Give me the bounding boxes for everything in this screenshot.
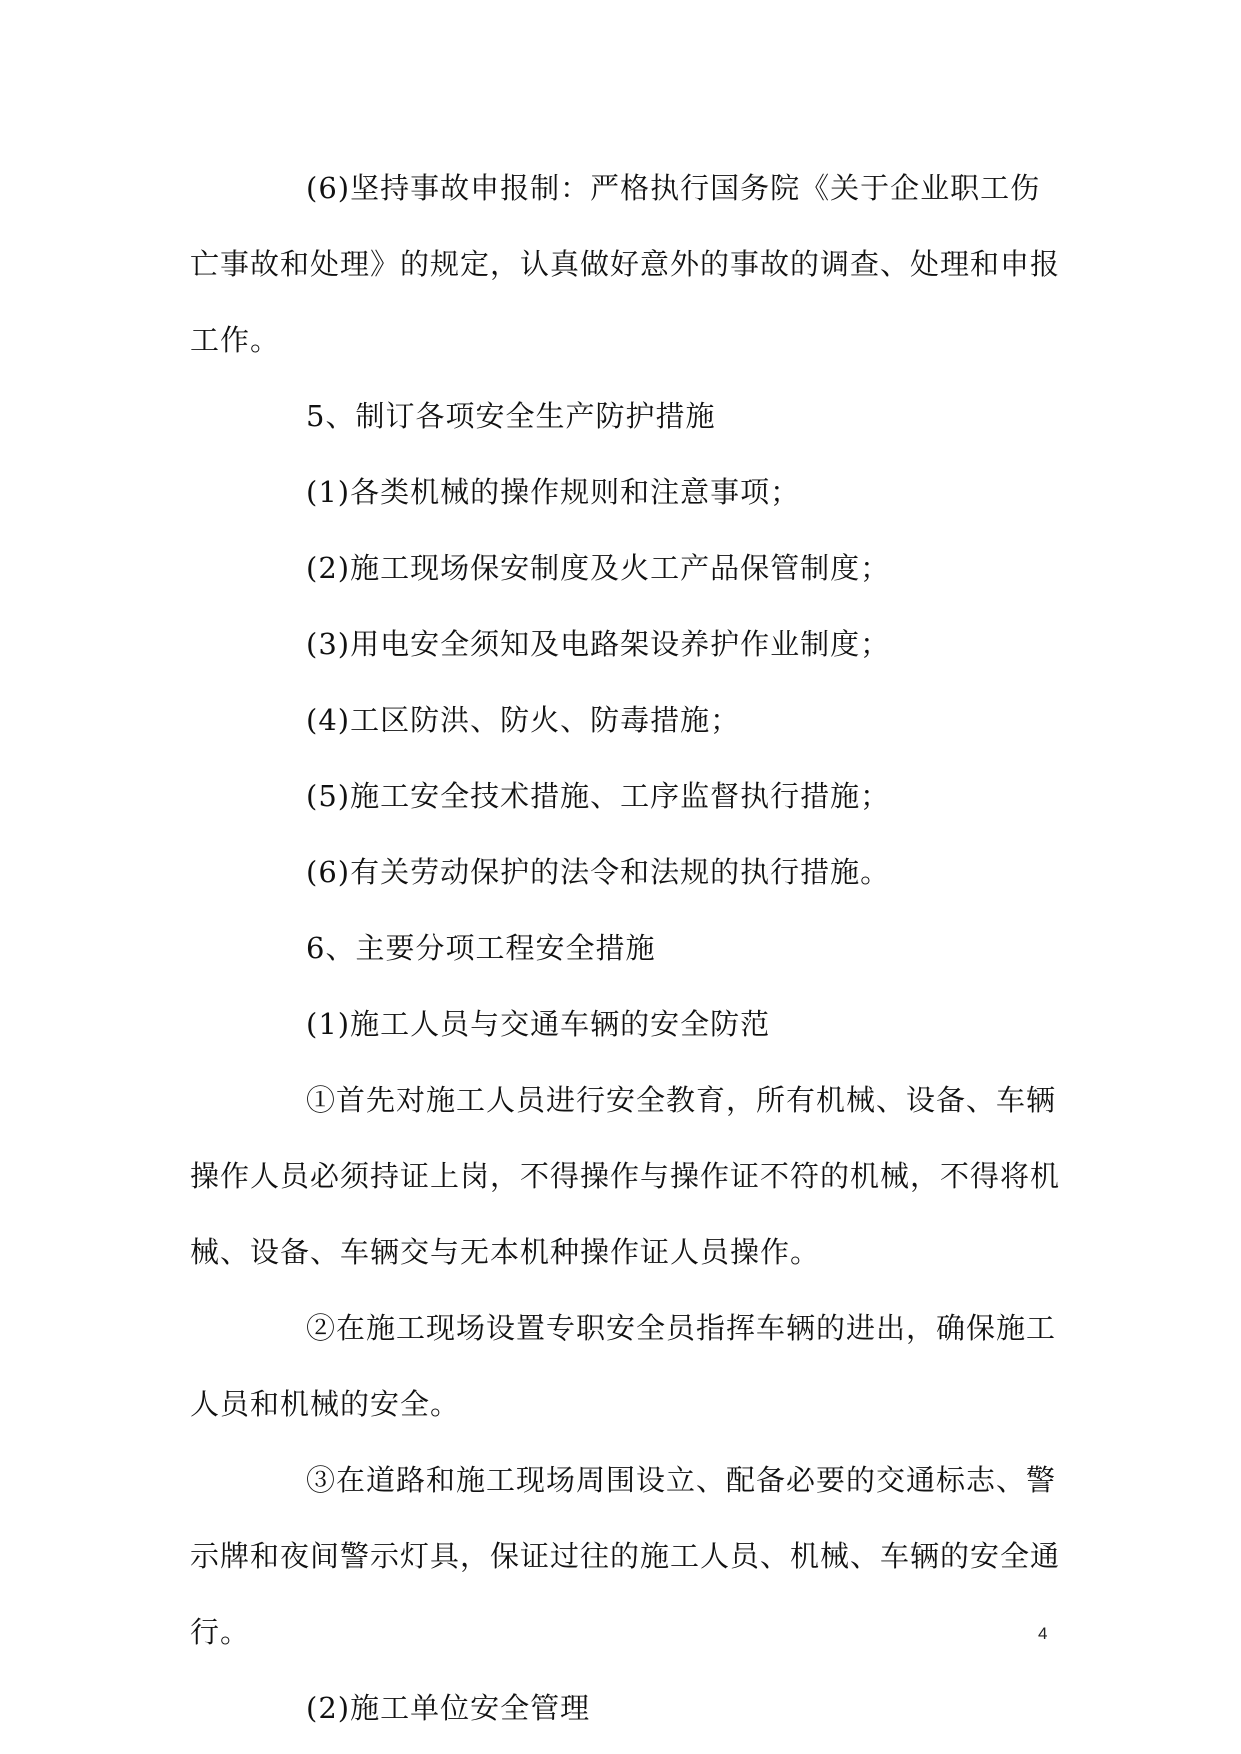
paragraph-accident-reporting: (6)坚持事故申报制：严格执行国务院《关于企业职工伤亡事故和处理》的规定，认真做好意外的事故的调查、处理和申报工作。 (190, 171, 1061, 357)
list-item-labor-protection: (6)有关劳动保护的法令和法规的执行措施。 (306, 855, 891, 889)
list-item-technical-measures: (5)施工安全技术措施、工序监督执行措施； (306, 779, 891, 813)
paragraph-safety-officer: ②在施工现场设置专职安全员指挥车辆的进出，确保施工人员和机械的安全。 (190, 1311, 1057, 1421)
list-item-electrical-safety: (3)用电安全须知及电路架设养护作业制度； (306, 627, 891, 661)
heading-subproject-safety: 6、主要分项工程安全措施 (306, 931, 656, 965)
list-item-flood-fire-toxin: (4)工区防洪、防火、防毒措施； (306, 703, 741, 737)
page-number: 4 (1038, 1624, 1048, 1643)
list-item-machinery-rules: (1)各类机械的操作规则和注意事项； (306, 475, 801, 509)
body-text (190, 150, 1070, 1746)
paragraph-safety-education: ①首先对施工人员进行安全教育，所有机械、设备、车辆操作人员必须持证上岗，不得操作与操作证不符的机械，不得将机械、设备、车辆交与无本机种操作证人员操作。 (190, 1083, 1061, 1269)
subheading-personnel-traffic: (1)施工人员与交通车辆的安全防范 (306, 1007, 771, 1041)
paragraph-traffic-signs: ③在道路和施工现场周围设立、配备必要的交通标志、警示牌和夜间警示灯具，保证过往的施工人员、机械、车辆的安全通行。 (190, 1463, 1061, 1649)
subheading-unit-management: (2)施工单位安全管理 (306, 1691, 591, 1725)
heading-safety-measures: 5、制订各项安全生产防护措施 (306, 399, 716, 433)
list-item-site-security: (2)施工现场保安制度及火工产品保管制度； (306, 551, 891, 585)
